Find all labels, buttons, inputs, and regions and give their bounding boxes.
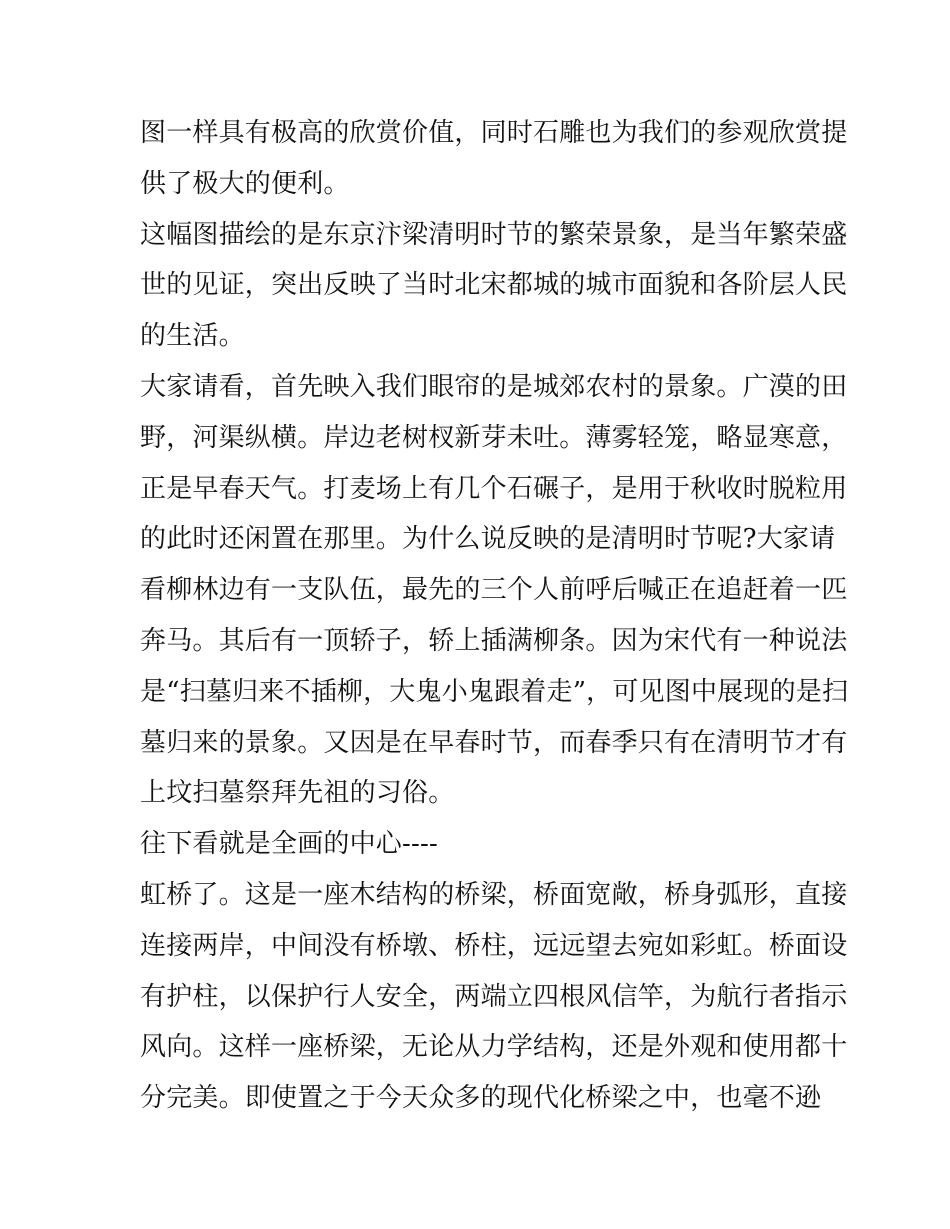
text-line: 分完美。即使置之于今天众多的现代化桥梁之中，也毫不逊 bbox=[140, 1083, 822, 1114]
text-line: 野，河渠纵横。岸边老树杈新芽未吐。薄雾轻笼，略显寒意， bbox=[140, 422, 848, 453]
text-line: 上坟扫墓祭拜先祖的习俗。 bbox=[140, 778, 455, 809]
text-line: 风向。这样一座桥梁，无论从力学结构，还是外观和使用都十 bbox=[140, 1032, 848, 1063]
text-line: 的此时还闲置在那里。为什么说反映的是清明时节呢?大家请 bbox=[140, 524, 836, 555]
text-line: 虹桥了。这是一座木结构的桥梁，桥面宽敞，桥身弧形，直接 bbox=[140, 879, 848, 910]
text-line: 有护柱，以保护行人安全，两端立四根风信竿，为航行者指示 bbox=[140, 981, 848, 1012]
text-line: 大家请看，首先映入我们眼帘的是城郊农村的景象。广漠的田 bbox=[140, 371, 848, 402]
text-line: 供了极大的便利。 bbox=[140, 168, 350, 199]
text-line: 是“扫墓归来不插柳，大鬼小鬼跟着走”，可见图中展现的是扫 bbox=[140, 676, 849, 707]
text-line: 连接两岸，中间没有桥墩、桥柱，远远望去宛如彩虹。桥面设 bbox=[140, 930, 848, 961]
text-line: 正是早春天气。打麦场上有几个石碾子，是用于秋收时脱粒用 bbox=[140, 473, 848, 504]
text-line: 的生活。 bbox=[140, 321, 245, 352]
text-line: 世的见证，突出反映了当时北宋都城的城市面貌和各阶层人民 bbox=[140, 270, 848, 301]
text-line: 看柳林边有一支队伍，最先的三个人前呼后喊正在追赶着一匹 bbox=[140, 575, 848, 606]
text-line: 墓归来的景象。又因是在早春时节，而春季只有在清明节才有 bbox=[140, 727, 848, 758]
text-line: 这幅图描绘的是东京汴梁清明时节的繁荣景象，是当年繁荣盛 bbox=[140, 219, 848, 250]
text-line: 往下看就是全画的中心---- bbox=[140, 829, 438, 860]
text-line: 奔马。其后有一顶轿子，轿上插满柳条。因为宋代有一种说法 bbox=[140, 625, 848, 656]
document-body-text bbox=[140, 108, 849, 1124]
text-line: 图一样具有极高的欣赏价值，同时石雕也为我们的参观欣赏提 bbox=[140, 118, 848, 148]
